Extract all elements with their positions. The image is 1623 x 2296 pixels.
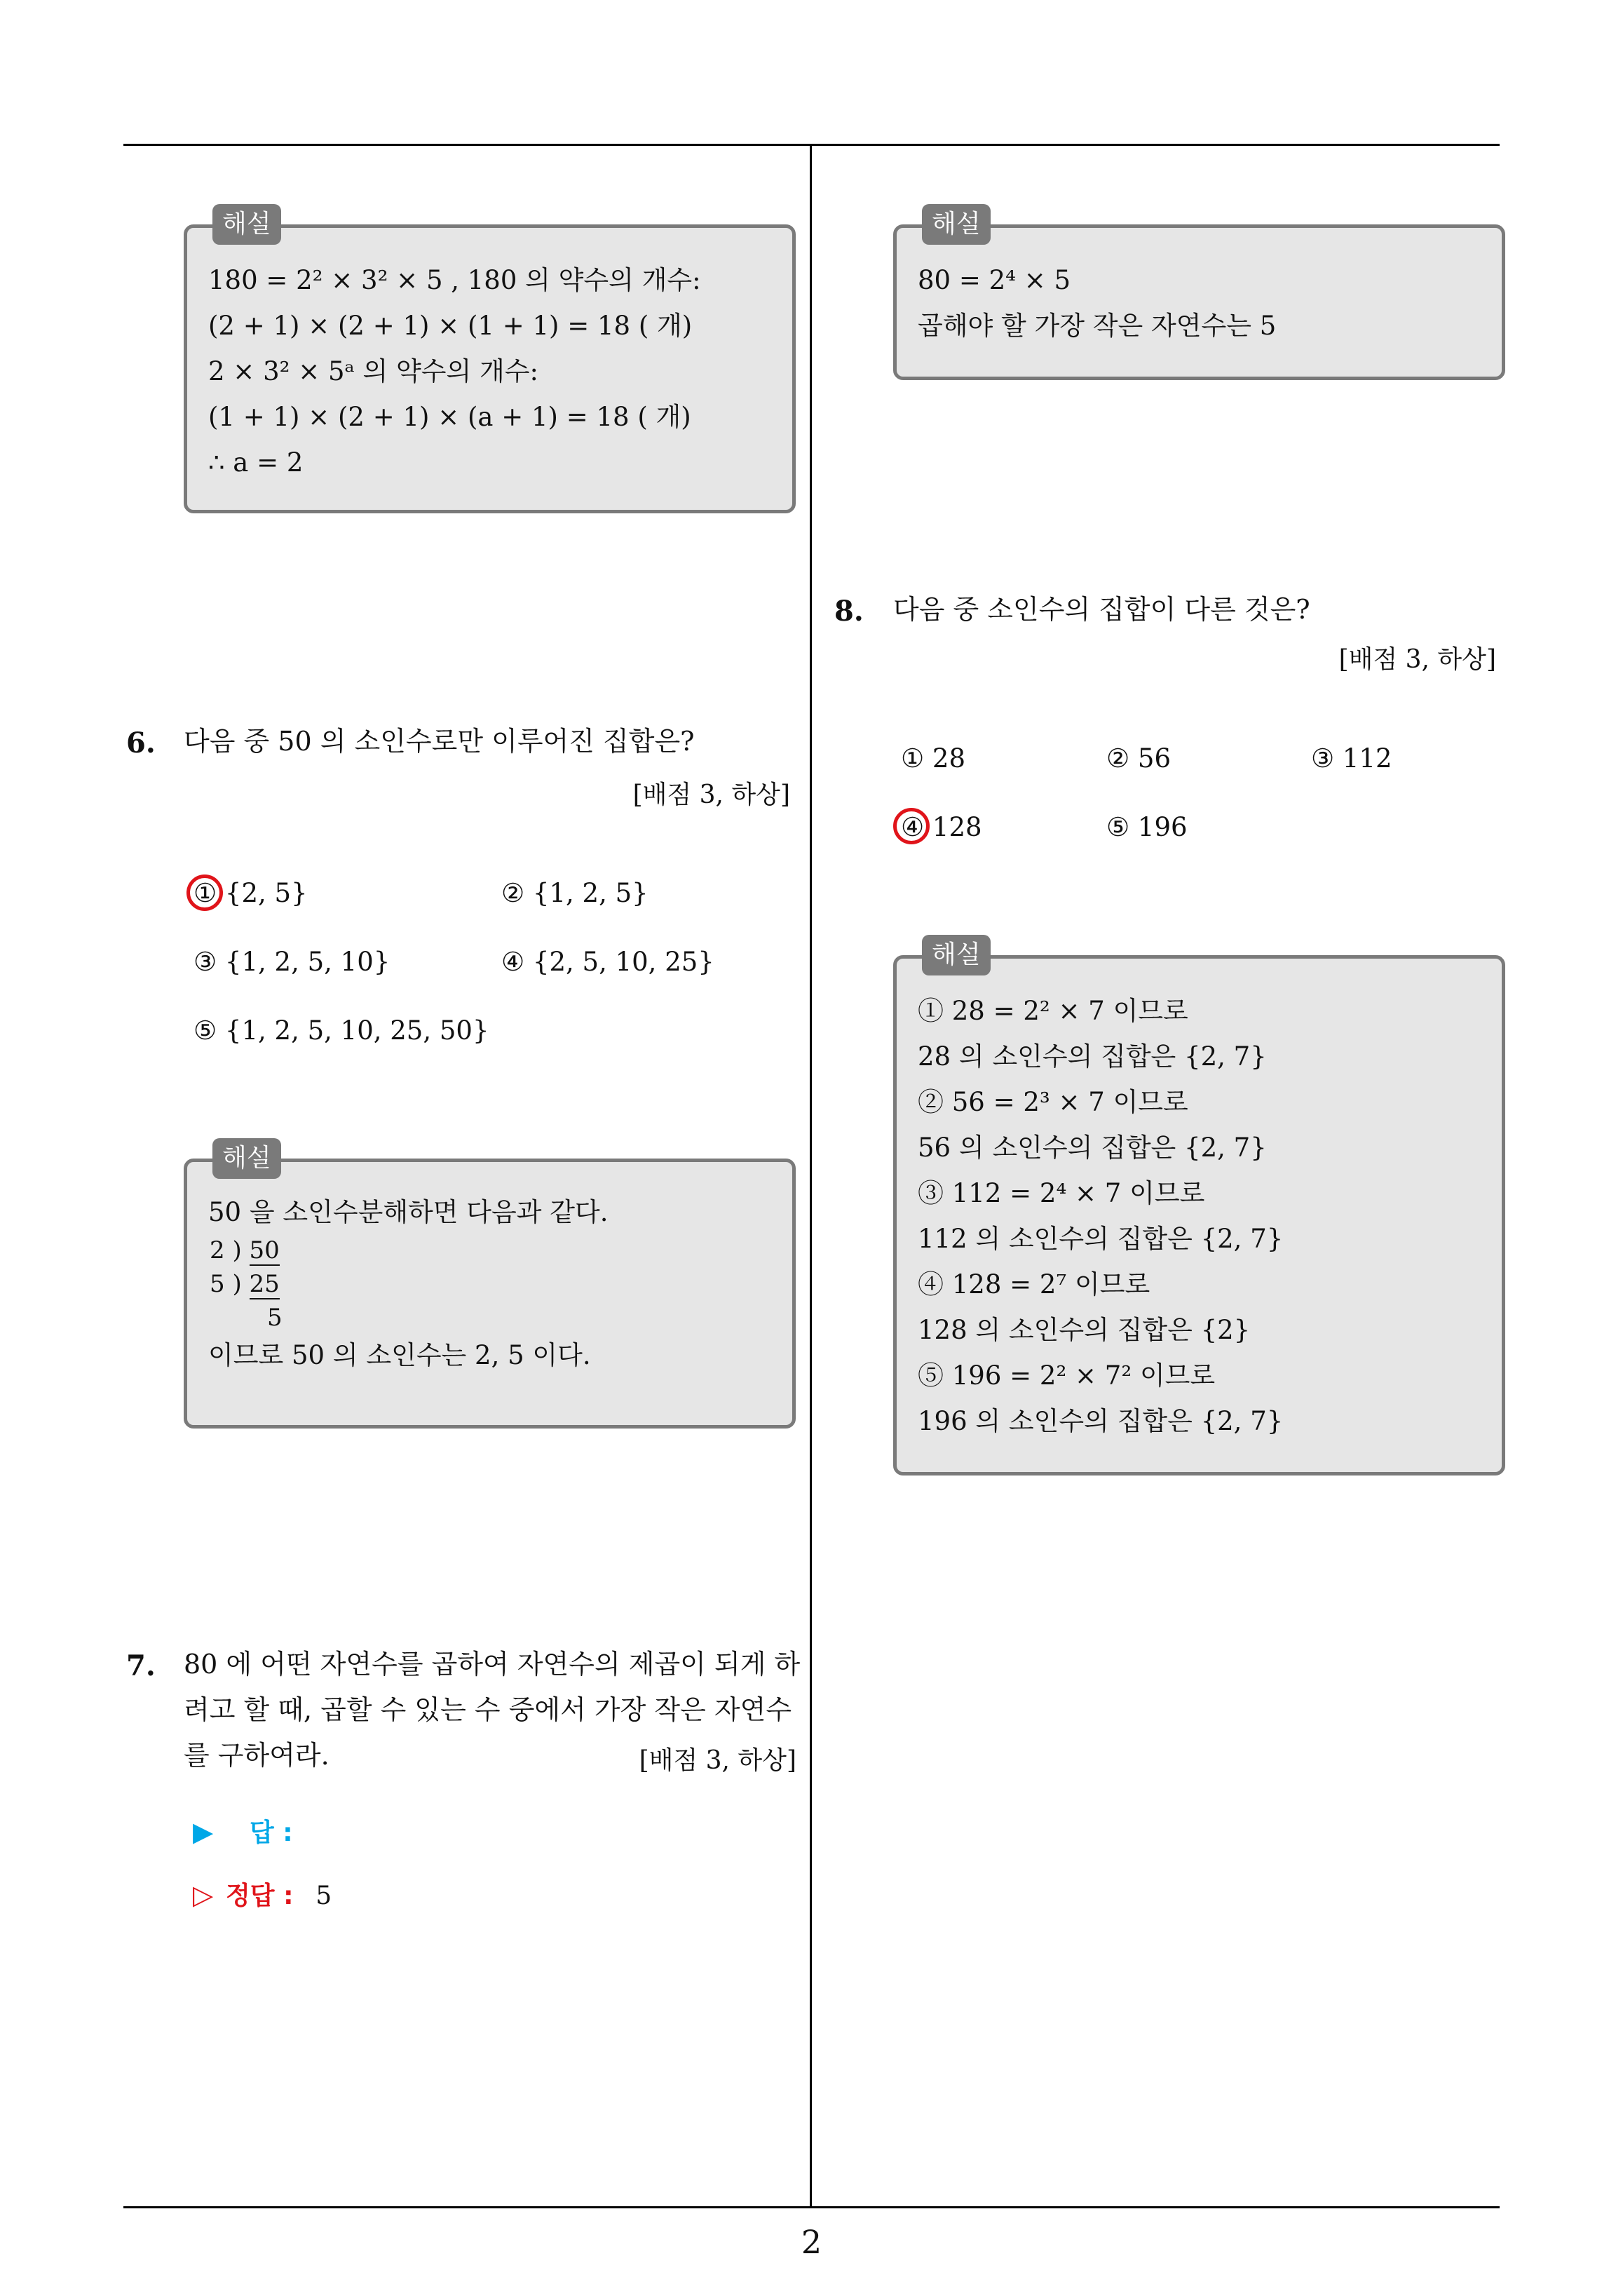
solution-line: 80 = 2⁴ × 5 (918, 265, 1071, 295)
q6-number: 6. (126, 727, 156, 759)
q8-option-2[interactable]: ② 56 (1106, 743, 1172, 774)
q6-option-4[interactable]: ④ {2, 5, 10, 25} (501, 947, 714, 977)
q8-option-1[interactable]: ① 28 (901, 743, 966, 774)
q8-option-3[interactable]: ③ 112 (1311, 743, 1392, 774)
q6-option-2[interactable]: ② {1, 2, 5} (501, 878, 648, 908)
q8-points: [배점 3, 하상] (1338, 645, 1496, 674)
q8-number: 8. (834, 595, 864, 628)
quotient: 5 (267, 1304, 283, 1332)
solution-line: 2 × 3² × 5ᵃ 의 약수의 개수: (208, 356, 538, 386)
solution-line: 50 을 소인수분해하면 다음과 같다. (208, 1197, 609, 1227)
correct-answer-label: 정답 : (226, 1882, 294, 1910)
solution-line: 128 의 소인수의 집합은 {2} (918, 1315, 1251, 1345)
dividend: 50 (249, 1236, 280, 1264)
solution-tag: 해설 (212, 204, 281, 245)
solution-line: ② 56 = 2³ × 7 이므로 (918, 1087, 1188, 1117)
q8-option-4[interactable]: ④ 128 (901, 812, 982, 842)
q6-option-1[interactable]: ① {2, 5} (193, 878, 308, 908)
q5-solution-box (184, 210, 796, 513)
answer-label: 답 : (250, 1818, 293, 1847)
solution-line: (1 + 1) × (2 + 1) × (a + 1) = 18 ( 개) (208, 402, 691, 432)
divisor: 5 (210, 1270, 225, 1298)
page-number: 2 (801, 2223, 822, 2261)
q8-solution-box (893, 940, 1505, 1475)
solution-line: ③ 112 = 2⁴ × 7 이므로 (918, 1178, 1205, 1208)
correct-arrow-icon: ▷ (193, 1879, 214, 1910)
solution-line: ⑤ 196 = 2² × 7² 이므로 (918, 1360, 1216, 1391)
bottom-rule (123, 2206, 1500, 2208)
q7-question-line-2: 려고 할 때, 곱할 수 있는 수 중에서 가장 작은 자연수 (184, 1694, 792, 1725)
solution-tag: 해설 (212, 1138, 281, 1179)
solution-line: (2 + 1) × (2 + 1) × (1 + 1) = 18 ( 개) (208, 311, 693, 341)
q8-question-text: 다음 중 소인수의 집합이 다른 것은? (893, 594, 1310, 625)
solution-line: ∴ a = 2 (208, 447, 304, 478)
q7-points: [배점 3, 하상] (639, 1746, 796, 1775)
division-ladder: 2 ) 50 5 ) 25 5 (210, 1236, 283, 1332)
q6-option-5[interactable]: ⑤ {1, 2, 5, 10, 25, 50} (193, 1015, 489, 1046)
q7-question-line-3: 를 구하여라. (184, 1740, 330, 1771)
q6-points: [배점 3, 하상] (632, 781, 790, 809)
divisor: 2 (210, 1236, 225, 1264)
q6-solution-box (184, 1144, 796, 1429)
solution-line: ① 28 = 2² × 7 이므로 (918, 996, 1188, 1026)
dividend: 25 (249, 1270, 280, 1298)
solution-line: 56 의 소인수의 집합은 {2, 7} (918, 1133, 1267, 1163)
column-divider (810, 144, 812, 2208)
solution-line: 112 의 소인수의 집합은 {2, 7} (918, 1224, 1284, 1254)
answer-arrow-icon: ▶ (193, 1816, 214, 1847)
q7-question-line-1: 80 에 어떤 자연수를 곱하여 자연수의 제곱이 되게 하 (184, 1649, 801, 1680)
correct-answer-value: 5 (315, 1882, 332, 1910)
q8-option-5[interactable]: ⑤ 196 (1106, 812, 1188, 842)
q6-option-3[interactable]: ③ {1, 2, 5, 10} (193, 947, 391, 977)
answer-row (193, 1813, 293, 1849)
solution-line: 이므로 50 의 소인수는 2, 5 이다. (208, 1340, 591, 1370)
q6-question-text: 다음 중 50 의 소인수로만 이루어진 집합은? (184, 726, 695, 757)
solution-tag: 해설 (922, 204, 991, 245)
solution-line: 180 = 2² × 3² × 5 , 180 의 약수의 개수: (208, 265, 701, 295)
solution-line: 곱해야 할 가장 작은 자연수는 5 (918, 311, 1277, 341)
solution-line: 28 의 소인수의 집합은 {2, 7} (918, 1041, 1267, 1072)
q7-solution-box (893, 210, 1505, 380)
correct-answer-row (193, 1876, 332, 1912)
q7-number: 7. (126, 1649, 156, 1682)
solution-tag: 해설 (922, 935, 991, 975)
solution-line: 196 의 소인수의 집합은 {2, 7} (918, 1406, 1284, 1436)
solution-line: ④ 128 = 2⁷ 이므로 (918, 1269, 1150, 1299)
